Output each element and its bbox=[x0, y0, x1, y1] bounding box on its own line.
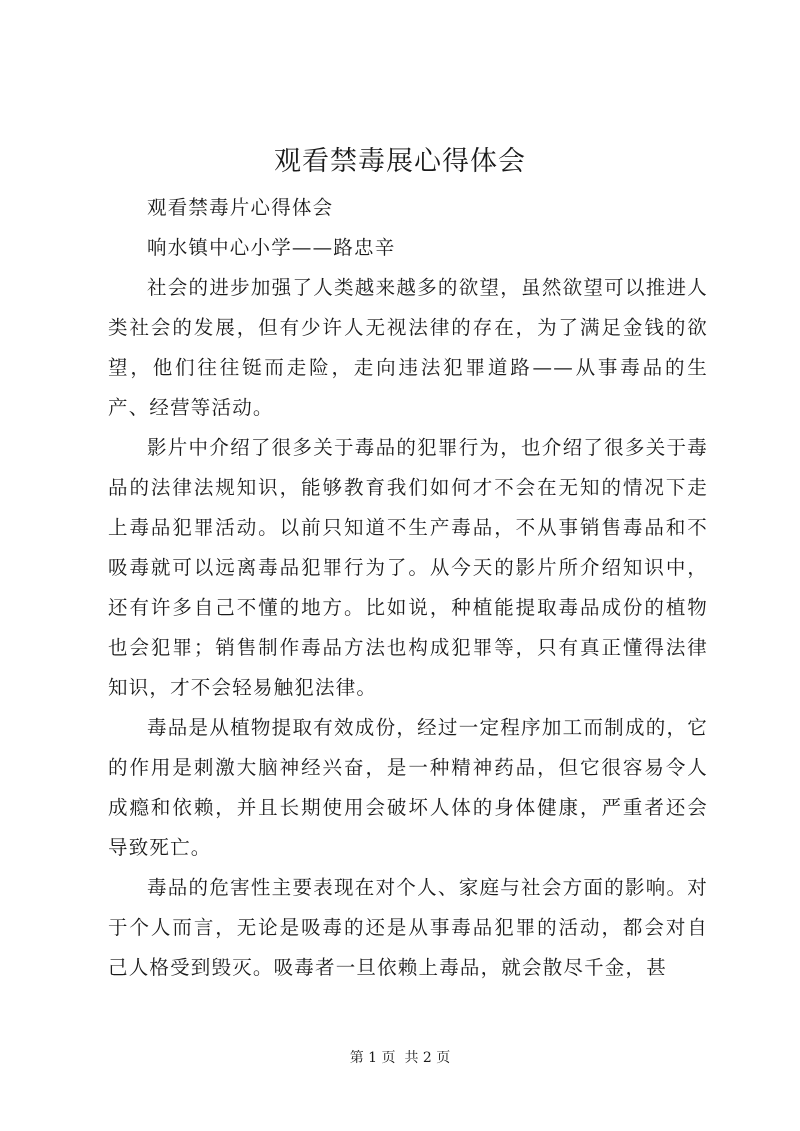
page-footer bbox=[0, 1048, 800, 1068]
subtitle-paragraph: 观看禁毒片心得体会 bbox=[147, 196, 334, 219]
author-paragraph: 响水镇中心小学——路忠辛 bbox=[147, 236, 396, 259]
body-paragraph: 社会的进步加强了人类越来越多的欲望，虽然欲望可以推进人类社会的发展，但有少许人无视法律的存在，为了满足金钱的欲望，他们往往铤而走险，走向违法犯罪道路——从事毒品的生产、经营等活动。 bbox=[108, 276, 708, 419]
page-number: 第 1 页 bbox=[349, 1050, 396, 1066]
body-paragraph: 毒品是从植物提取有效成份，经过一定程序加工而制成的，它的作用是刺激大脑神经兴奋，是一种精神药品，但它很容易令人成瘾和依赖，并且长期使用会破坏人体的身体健康，严重者还会导致死亡。 bbox=[108, 716, 708, 859]
body-paragraph: 影片中介绍了很多关于毒品的犯罪行为，也介绍了很多关于毒品的法律法规知识，能够教育我们如何才不会在无知的情况下走上毒品犯罪活动。以前只知道不生产毒品，不从事销售毒品和不吸毒就可以远离毒品犯罪行为了。从今天的影片所介绍知识中，还有许多自己不懂的地方。比如说，种植能提取毒品成份的植物也会犯罪；销售制作毒品方法也构成犯罪等，只有真正懂得法律知识，才不会轻易触犯法律。 bbox=[108, 436, 708, 699]
body-paragraph: 毒品的危害性主要表现在对个人、家庭与社会方面的影响。对于个人而言，无论是吸毒的还是从事毒品犯罪的活动，都会对自己人格受到毁灭。吸毒者一旦依赖上毒品，就会散尽千金，甚 bbox=[108, 876, 708, 979]
document-body bbox=[108, 188, 708, 988]
document-title: 观看禁毒展心得体会 bbox=[274, 146, 526, 177]
page-total: 共 2 页 bbox=[404, 1050, 451, 1066]
